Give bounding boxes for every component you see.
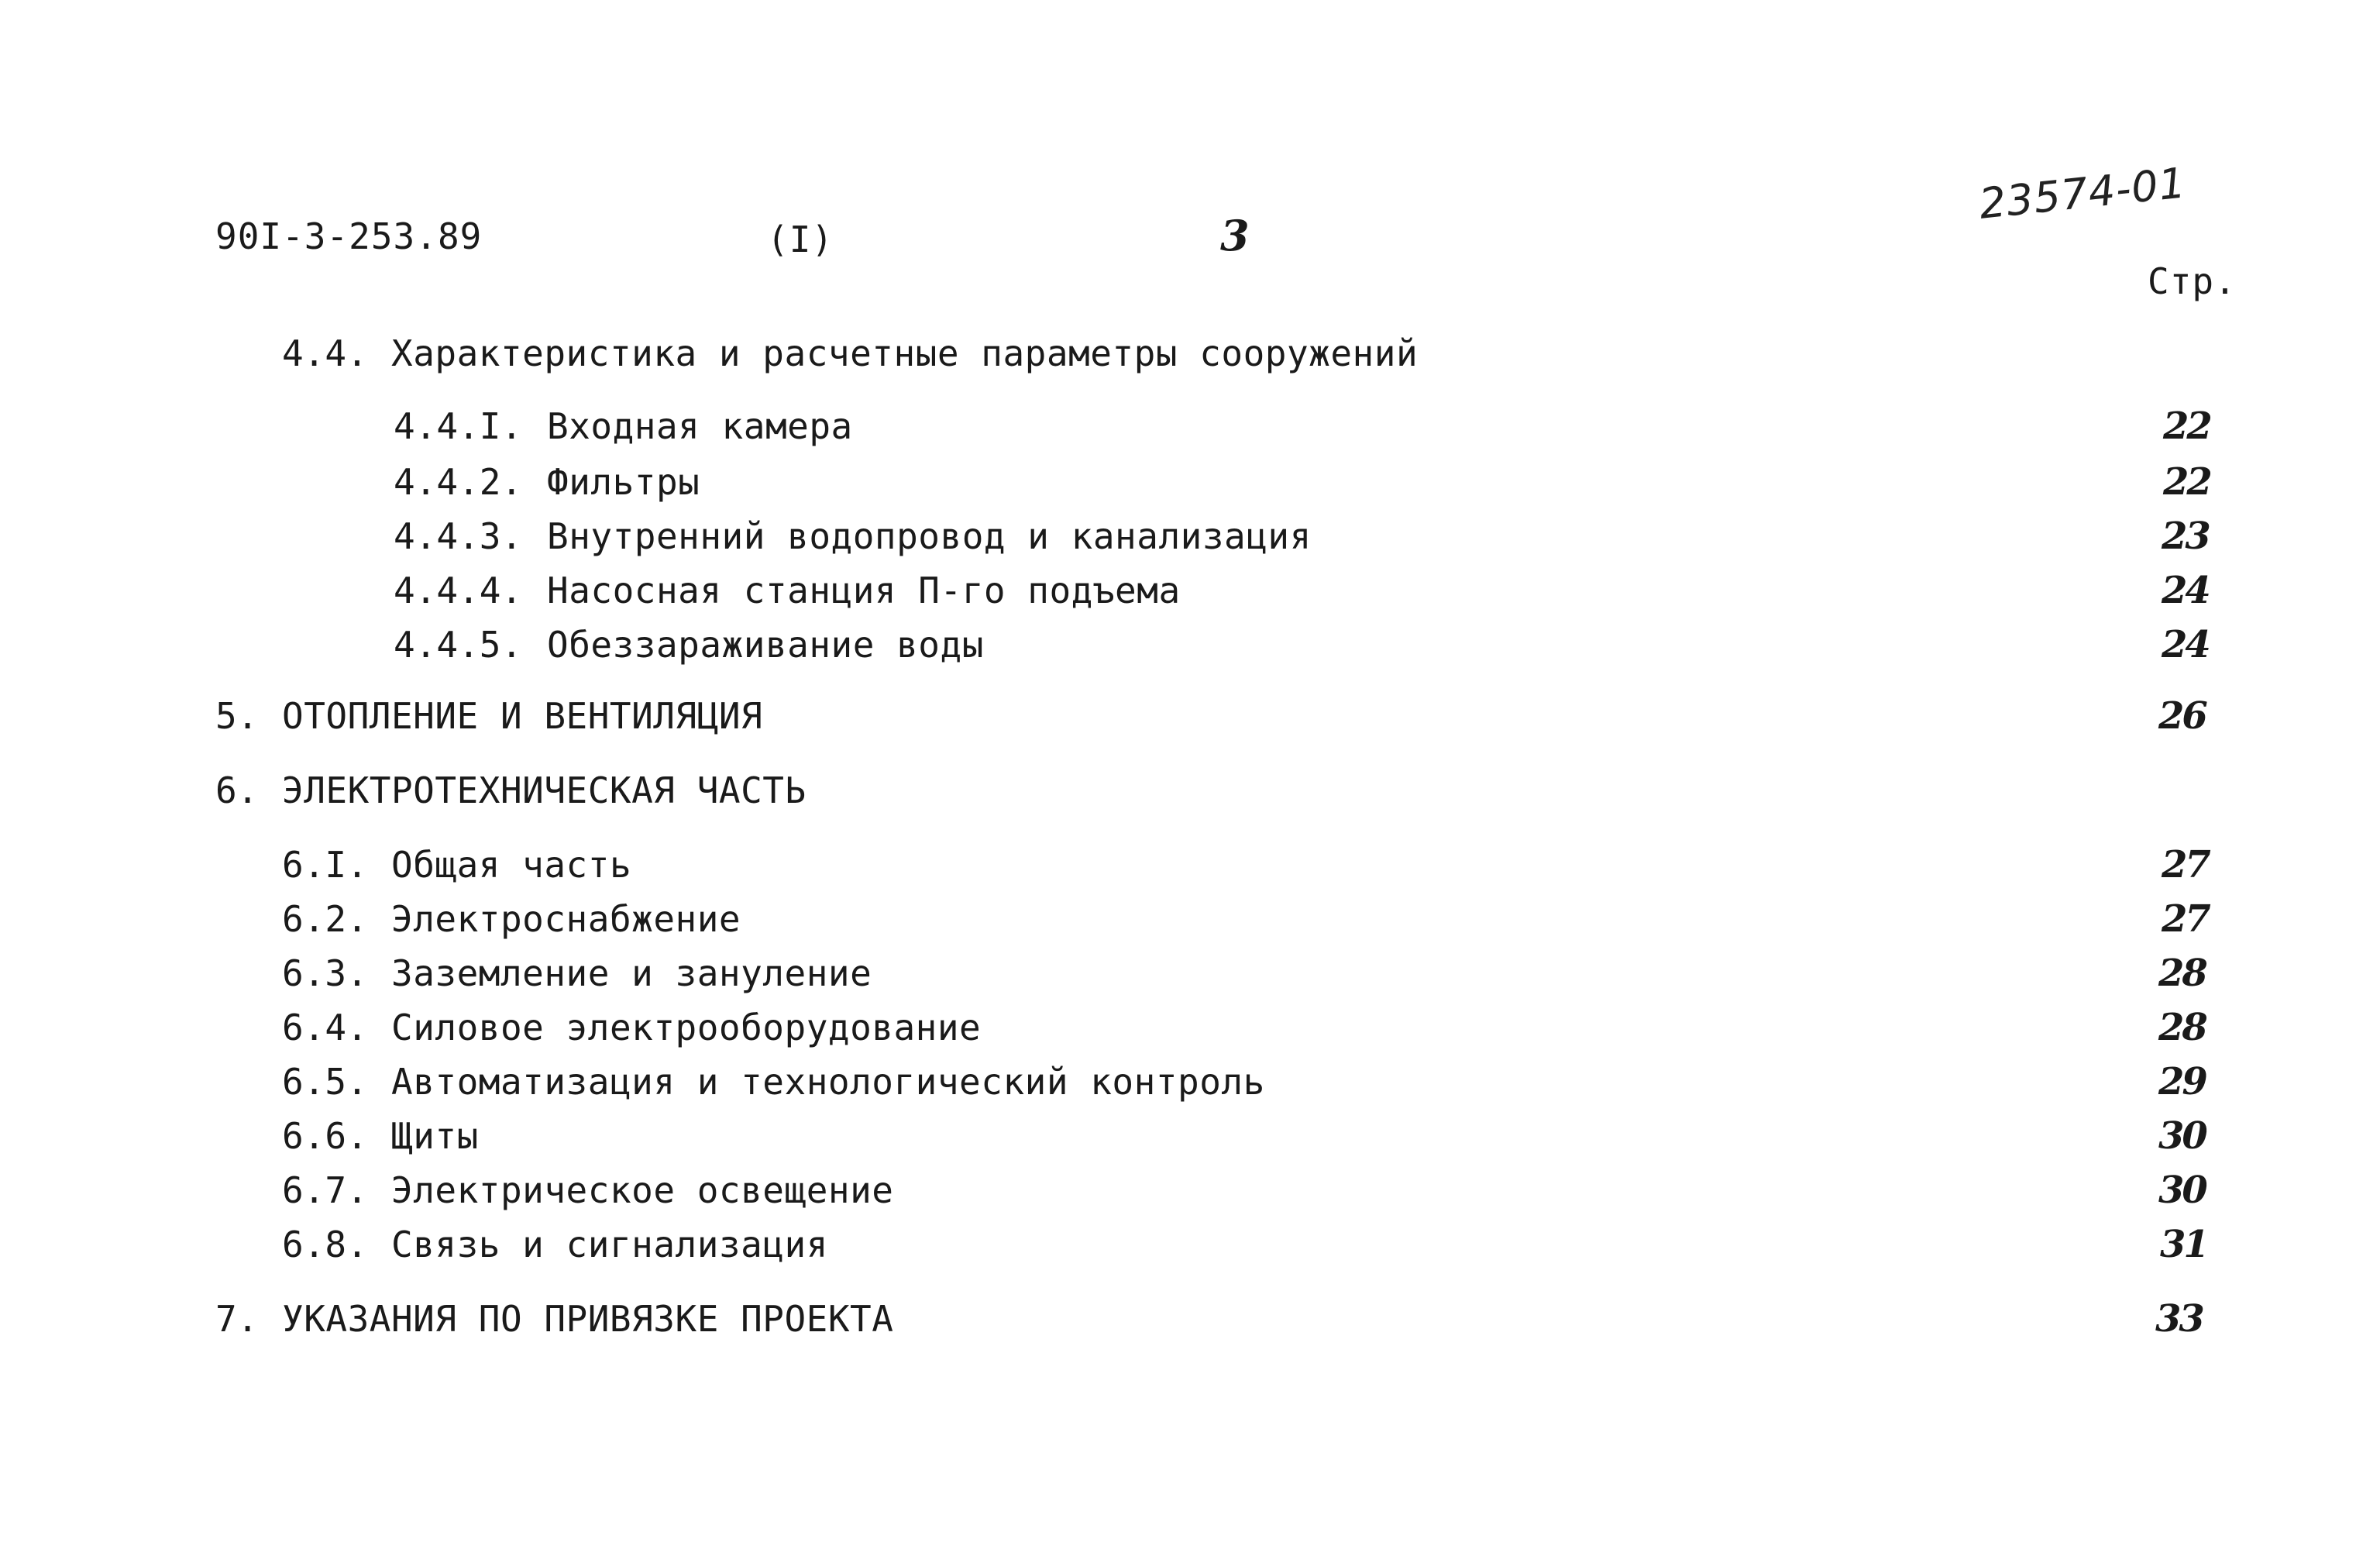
- toc-number: 6.4.: [282, 1007, 368, 1048]
- toc-number: 4.4.5.: [394, 624, 523, 666]
- toc-number: 4.4.I.: [394, 405, 523, 447]
- toc-title: Связь и сигнализация: [391, 1224, 828, 1265]
- toc-title: Электрическое освещение: [391, 1169, 894, 1211]
- toc-page-number: 27: [2162, 897, 2209, 941]
- toc-page-number: 24: [2162, 623, 2209, 666]
- toc-number: 6.: [215, 769, 259, 811]
- volume-number: (I): [767, 219, 834, 260]
- toc-number: 6.6.: [282, 1115, 368, 1157]
- toc-number: 4.4.2.: [394, 461, 523, 503]
- toc-number: 6.8.: [282, 1224, 368, 1265]
- toc-number: 6.5.: [282, 1061, 368, 1103]
- toc-entry: [0, 842, 2380, 888]
- toc-number: 6.7.: [282, 1169, 368, 1211]
- toc-number: 7.: [215, 1298, 259, 1340]
- toc-entry: [0, 621, 2380, 668]
- toc-entry: [0, 330, 2380, 377]
- toc-page-number: 30: [2158, 1169, 2206, 1212]
- inventory-number: 23574-01: [1976, 158, 2189, 229]
- toc-entry: [0, 896, 2380, 942]
- toc-title: УКАЗАНИЯ ПО ПРИВЯЗКЕ ПРОЕКТА: [282, 1298, 894, 1340]
- toc-page-number: 28: [2158, 952, 2206, 995]
- toc-title: Общая часть: [391, 844, 632, 886]
- toc-entry: [0, 950, 2380, 997]
- toc-entry: [0, 513, 2380, 559]
- toc-entry: [0, 1004, 2380, 1051]
- toc-page-number: 27: [2162, 843, 2209, 886]
- toc-entry: [0, 1221, 2380, 1268]
- toc-page-number: 33: [2155, 1297, 2203, 1341]
- toc-entry: [0, 567, 2380, 614]
- sheet-number: 3: [1220, 211, 1250, 260]
- toc-entry: [0, 1059, 2380, 1105]
- toc-page-number: 31: [2160, 1223, 2207, 1266]
- toc-entry: [0, 1113, 2380, 1159]
- toc-title: Фильтры: [547, 461, 700, 503]
- toc-number: 6.2.: [282, 898, 368, 940]
- toc-number: 5.: [215, 695, 259, 737]
- toc-number: 4.4.: [282, 332, 368, 374]
- toc-title: ЭЛЕКТРОТЕХНИЧЕСКАЯ ЧАСТЬ: [282, 769, 807, 811]
- toc-entry: [0, 1167, 2380, 1213]
- page-column-label: Стр.: [2148, 260, 2237, 302]
- toc-page-number: 28: [2158, 1006, 2206, 1049]
- toc-page-number: 24: [2162, 569, 2209, 612]
- toc-title: Входная камера: [547, 405, 853, 447]
- toc-entry: [0, 767, 2380, 814]
- toc-title: Щиты: [391, 1115, 479, 1157]
- toc-title: ОТОПЛЕНИЕ И ВЕНТИЛЯЦИЯ: [282, 695, 763, 737]
- toc-page-number: 26: [2158, 694, 2206, 738]
- toc-number: 6.I.: [282, 844, 368, 886]
- toc-title: Характеристика и расчетные параметры сооружений: [391, 332, 1419, 374]
- toc-page-number: 22: [2163, 460, 2210, 504]
- toc-page-number: 29: [2158, 1060, 2206, 1103]
- toc-number: 4.4.3.: [394, 515, 523, 557]
- toc-page-number: 23: [2162, 515, 2209, 558]
- toc-number: 4.4.4.: [394, 570, 523, 611]
- toc-entry: [0, 1296, 2380, 1342]
- toc-number: 6.3.: [282, 952, 368, 994]
- toc-title: Заземление и зануление: [391, 952, 872, 994]
- toc-entry: [0, 403, 2380, 449]
- toc-title: Силовое электрооборудование: [391, 1007, 982, 1048]
- document-code: 90I-3-253.89: [215, 215, 483, 257]
- toc-title: Электроснабжение: [391, 898, 741, 940]
- toc-page-number: 30: [2158, 1114, 2206, 1158]
- toc-page-number: 22: [2163, 404, 2210, 448]
- toc-title: Внутренний водопровод и канализация: [547, 515, 1312, 557]
- toc-title: Насосная станция П-го подъема: [547, 570, 1181, 611]
- toc-title: Автоматизация и технологический контроль: [391, 1061, 1265, 1103]
- toc-entry: [0, 693, 2380, 739]
- toc-title: Обеззараживание воды: [547, 624, 984, 666]
- toc-entry: [0, 459, 2380, 505]
